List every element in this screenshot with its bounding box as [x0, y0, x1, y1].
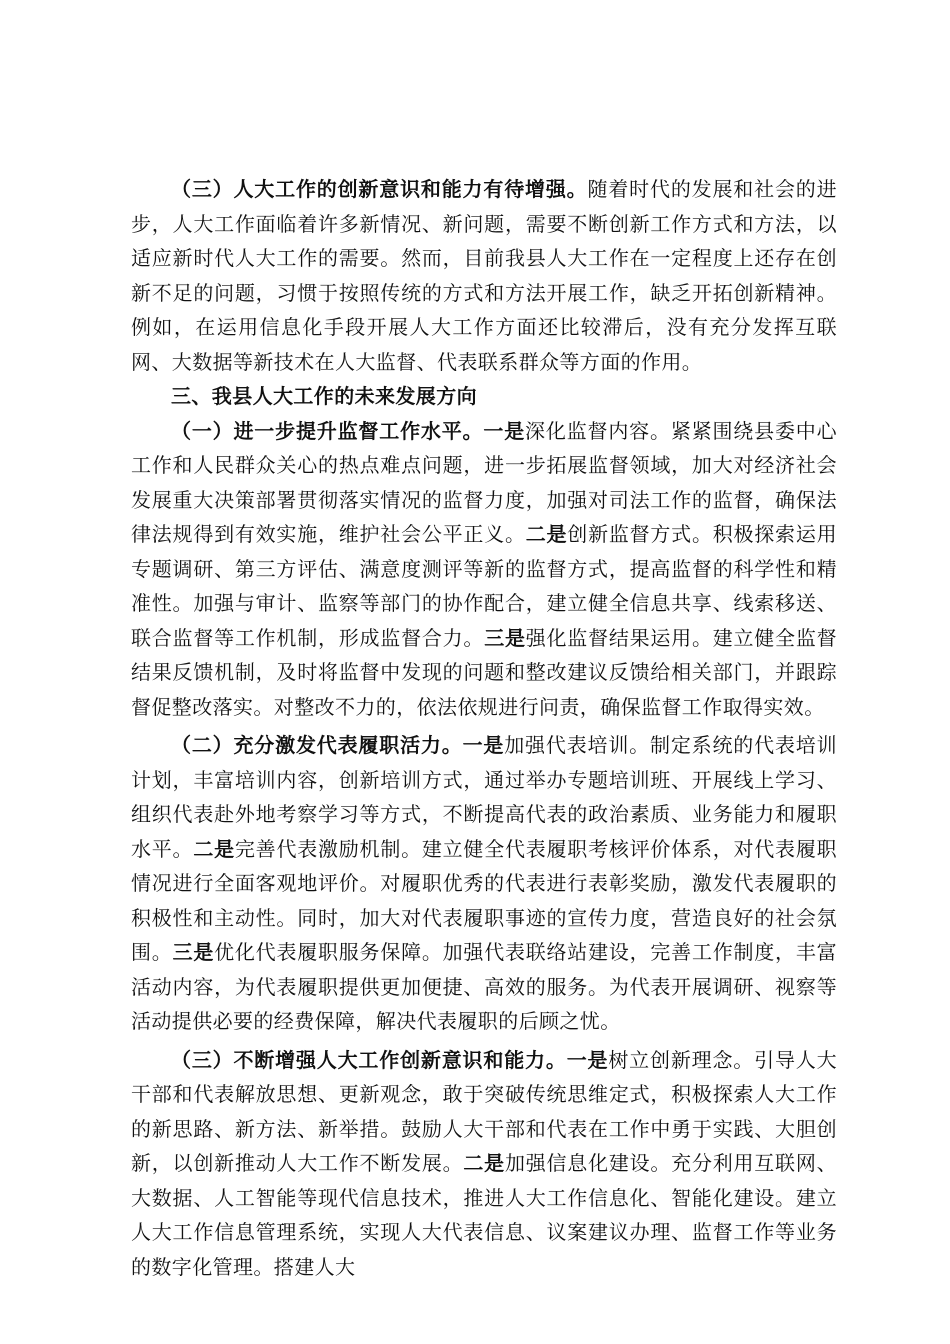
paragraph-text: 强化监督结果运用。建立健全监督结果反馈机制，及时将监督中发现的问题和整改建议反馈给相关部门，并跟踪督促整改落实。对整改不力的，依法依规进行问责，确保监督工作取得实效。 — [131, 625, 837, 719]
paragraph-text: 加强信息化建设。充分利用互联网、大数据、人工智能等现代信息技术，推进人大工作信息化、智能化建设。建立人大工作信息管理系统，实现人大代表信息、议案建议办理、监督工作等业务的数字化管理。搭建人大 — [131, 1151, 837, 1279]
paragraph-innovation-problem — [131, 172, 837, 379]
paragraph-lead: （一）进一步提升监督工作水平。 — [171, 418, 484, 443]
keyword-second: 二是 — [463, 1151, 505, 1175]
paragraph-innovation-measures — [131, 1043, 837, 1285]
paragraph-text: 随着时代的发展和社会的进步，人大工作面临着许多新情况、新问题，需要不断创新工作方式和方法，以适应新时代人大工作的需要。然而，目前我县人大工作在一定程度上还存在创新不足的问题，习惯于按照传统的方式和方法开展工作，缺乏开拓创新精神。例如，在运用信息化手段开展人大工作方面还比较滞后，没有充分发挥互联网、大数据等新技术在人大监督、代表联系群众等方面的作用。 — [131, 177, 837, 374]
paragraph-text: 深化监督内容。紧紧围绕县委中心工作和人民群众关心的热点难点问题，进一步拓展监督领域，加大对经济社会发展重大决策部署贯彻落实情况的监督力度，加强对司法工作的监督，确保法律法规得到有效实施，维护社会公平正义。 — [131, 418, 838, 546]
keyword-third: 三是 — [484, 625, 526, 650]
paragraph-text: 优化代表履职服务保障。加强代表联络站建设，完善工作制度，丰富活动内容，为代表履职提供更加便捷、高效的服务。为代表开展调研、视察等活动提供必要的经费保障，解决代表履职的后顾之忧。 — [131, 940, 837, 1033]
keyword-first: 一是 — [462, 733, 505, 757]
keyword-first: 一是 — [483, 418, 526, 443]
section-heading: 三、我县人大工作的未来发展方向 — [171, 384, 477, 408]
document-body — [131, 172, 837, 1284]
keyword-first: 一是 — [566, 1047, 609, 1072]
keyword-second: 二是 — [525, 522, 568, 546]
paragraph-lead: （三）人大工作的创新意识和能力有待增强。 — [171, 177, 588, 201]
paragraph-supervision — [131, 414, 837, 725]
paragraph-lead: （二）充分激发代表履职活力。 — [171, 733, 463, 757]
paragraph-text: 创新监督方式。积极探索运用专题调研、第三方评估、满意度测评等新的监督方式，提高监督的科学性和精准性。加强与审计、监察等部门的协作配合，建立健全信息共享、线索移送、联合监督等工作机制，形成监督合力。 — [131, 522, 837, 650]
paragraph-text: 完善代表激励机制。建立健全代表履职考核评价体系，对代表履职情况进行全面客观地评价。对履职优秀的代表进行表彰奖励，激发代表履职的积极性和主动性。同时，加大对代表履职事迹的宣传力度，营造良好的社会氛围。 — [131, 836, 837, 964]
keyword-second: 二是 — [193, 836, 235, 861]
paragraph-text: 树立创新理念。引导人大干部和代表解放思想、更新观念，敢于突破传统思维定式，积极探索人大工作的新思路、新方法、新举措。鼓励人大干部和代表在工作中勇于实践、大胆创新，以创新推动人大工作不断发展。 — [131, 1047, 837, 1175]
paragraph-lead: （三）不断增强人大工作创新意识和能力。 — [171, 1047, 567, 1072]
paragraph-text: 加强代表培训。制定系统的代表培训计划，丰富培训内容，创新培训方式，通过举办专题培训班、开展线上学习、组织代表赴外地考察学习等方式，不断提高代表的政治素质、业务能力和履职水平。 — [131, 733, 837, 861]
keyword-third: 三是 — [172, 940, 215, 964]
paragraph-deputies — [131, 728, 837, 1039]
